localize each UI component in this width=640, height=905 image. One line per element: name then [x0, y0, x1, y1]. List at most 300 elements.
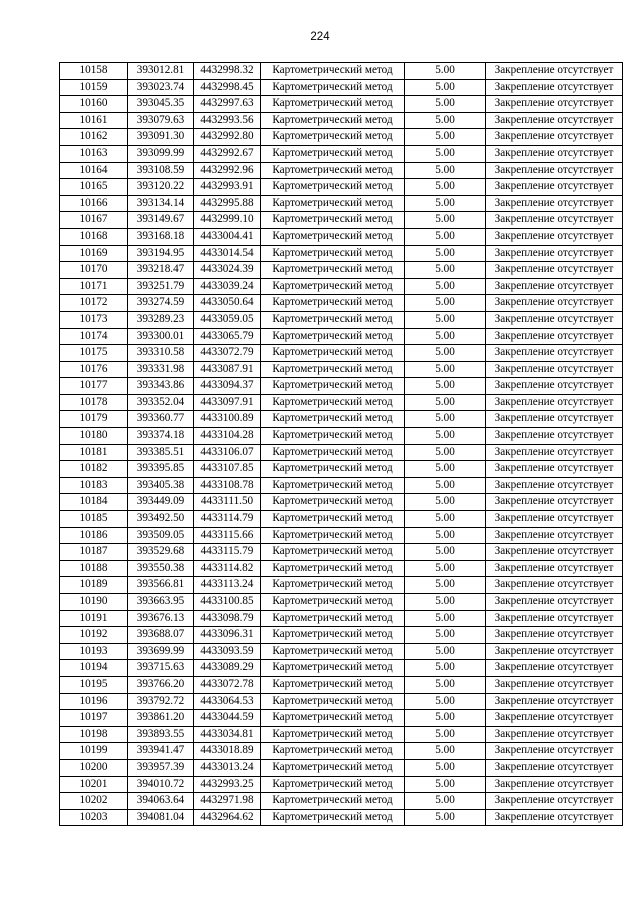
method-cell: Картометрический метод [261, 245, 405, 262]
point-number-cell: 10170 [60, 262, 128, 279]
coord-x-cell: 393012.81 [128, 63, 194, 80]
coord-x-cell: 393663.95 [128, 594, 194, 611]
point-number-cell: 10194 [60, 660, 128, 677]
fixing-description-cell: Закрепление отсутствует [486, 378, 623, 395]
coord-y-cell: 4433100.89 [194, 411, 261, 428]
coord-x-cell: 393766.20 [128, 676, 194, 693]
point-number-cell: 10158 [60, 63, 128, 80]
point-number-cell: 10173 [60, 311, 128, 328]
method-cell: Картометрический метод [261, 759, 405, 776]
fixing-description-cell: Закрепление отсутствует [486, 627, 623, 644]
point-number-cell: 10160 [60, 96, 128, 113]
method-cell: Картометрический метод [261, 544, 405, 561]
method-cell: Картометрический метод [261, 262, 405, 279]
fixing-description-cell: Закрепление отсутствует [486, 228, 623, 245]
point-number-cell: 10198 [60, 726, 128, 743]
precision-cell: 5.00 [405, 179, 486, 196]
method-cell: Картометрический метод [261, 63, 405, 80]
method-cell: Картометрический метод [261, 361, 405, 378]
point-number-cell: 10189 [60, 577, 128, 594]
coord-y-cell: 4433034.81 [194, 726, 261, 743]
table-row [60, 710, 623, 727]
precision-cell: 5.00 [405, 361, 486, 378]
method-cell: Картометрический метод [261, 444, 405, 461]
method-cell: Картометрический метод [261, 278, 405, 295]
coord-x-cell: 393395.85 [128, 461, 194, 478]
table-row [60, 162, 623, 179]
precision-cell: 5.00 [405, 793, 486, 810]
coord-x-cell: 393449.09 [128, 494, 194, 511]
coord-x-cell: 393792.72 [128, 693, 194, 710]
precision-cell: 5.00 [405, 743, 486, 760]
coord-x-cell: 393091.30 [128, 129, 194, 146]
method-cell: Картометрический метод [261, 809, 405, 826]
table-row [60, 79, 623, 96]
fixing-description-cell: Закрепление отсутствует [486, 295, 623, 312]
precision-cell: 5.00 [405, 228, 486, 245]
point-number-cell: 10195 [60, 676, 128, 693]
coord-y-cell: 4433108.78 [194, 477, 261, 494]
coord-x-cell: 393941.47 [128, 743, 194, 760]
table-row [60, 594, 623, 611]
coord-x-cell: 393352.04 [128, 394, 194, 411]
point-number-cell: 10177 [60, 378, 128, 395]
precision-cell: 5.00 [405, 594, 486, 611]
point-number-cell: 10172 [60, 295, 128, 312]
coord-x-cell: 393289.23 [128, 311, 194, 328]
point-number-cell: 10188 [60, 560, 128, 577]
precision-cell: 5.00 [405, 776, 486, 793]
fixing-description-cell: Закрепление отсутствует [486, 577, 623, 594]
method-cell: Картометрический метод [261, 776, 405, 793]
coord-x-cell: 393251.79 [128, 278, 194, 295]
point-number-cell: 10164 [60, 162, 128, 179]
fixing-description-cell: Закрепление отсутствует [486, 96, 623, 113]
table-row [60, 228, 623, 245]
precision-cell: 5.00 [405, 212, 486, 229]
table-row [60, 627, 623, 644]
method-cell: Картометрический метод [261, 295, 405, 312]
coord-x-cell: 393550.38 [128, 560, 194, 577]
table-row [60, 129, 623, 146]
precision-cell: 5.00 [405, 676, 486, 693]
method-cell: Картометрический метод [261, 112, 405, 129]
precision-cell: 5.00 [405, 560, 486, 577]
point-number-cell: 10175 [60, 345, 128, 362]
method-cell: Картометрический метод [261, 96, 405, 113]
coord-y-cell: 4433089.29 [194, 660, 261, 677]
fixing-description-cell: Закрепление отсутствует [486, 726, 623, 743]
fixing-description-cell: Закрепление отсутствует [486, 328, 623, 345]
fixing-description-cell: Закрепление отсутствует [486, 145, 623, 162]
coord-x-cell: 393218.47 [128, 262, 194, 279]
fixing-description-cell: Закрепление отсутствует [486, 195, 623, 212]
point-number-cell: 10191 [60, 610, 128, 627]
coord-x-cell: 393045.35 [128, 96, 194, 113]
precision-cell: 5.00 [405, 262, 486, 279]
table-row [60, 179, 623, 196]
method-cell: Картометрический метод [261, 394, 405, 411]
coord-y-cell: 4433050.64 [194, 295, 261, 312]
fixing-description-cell: Закрепление отсутствует [486, 710, 623, 727]
coord-y-cell: 4432993.56 [194, 112, 261, 129]
point-number-cell: 10167 [60, 212, 128, 229]
method-cell: Картометрический метод [261, 328, 405, 345]
coord-x-cell: 394063.64 [128, 793, 194, 810]
point-number-cell: 10162 [60, 129, 128, 146]
fixing-description-cell: Закрепление отсутствует [486, 79, 623, 96]
method-cell: Картометрический метод [261, 660, 405, 677]
table-row [60, 743, 623, 760]
method-cell: Картометрический метод [261, 511, 405, 528]
coord-y-cell: 4432964.62 [194, 809, 261, 826]
point-number-cell: 10199 [60, 743, 128, 760]
coord-y-cell: 4433115.66 [194, 527, 261, 544]
table-row [60, 394, 623, 411]
point-number-cell: 10203 [60, 809, 128, 826]
coord-x-cell: 393529.68 [128, 544, 194, 561]
coord-y-cell: 4433039.24 [194, 278, 261, 295]
coord-y-cell: 4433064.53 [194, 693, 261, 710]
table-row [60, 428, 623, 445]
coord-y-cell: 4433097.91 [194, 394, 261, 411]
fixing-description-cell: Закрепление отсутствует [486, 278, 623, 295]
coord-y-cell: 4432971.98 [194, 793, 261, 810]
table-row [60, 262, 623, 279]
point-number-cell: 10202 [60, 793, 128, 810]
coordinates-table-body [60, 63, 623, 826]
coord-y-cell: 4433065.79 [194, 328, 261, 345]
table-row [60, 96, 623, 113]
point-number-cell: 10169 [60, 245, 128, 262]
point-number-cell: 10196 [60, 693, 128, 710]
coord-y-cell: 4433018.89 [194, 743, 261, 760]
fixing-description-cell: Закрепление отсутствует [486, 345, 623, 362]
coord-x-cell: 393108.59 [128, 162, 194, 179]
coord-y-cell: 4433072.78 [194, 676, 261, 693]
precision-cell: 5.00 [405, 494, 486, 511]
coord-x-cell: 393893.55 [128, 726, 194, 743]
coord-x-cell: 393149.67 [128, 212, 194, 229]
precision-cell: 5.00 [405, 627, 486, 644]
point-number-cell: 10201 [60, 776, 128, 793]
coord-y-cell: 4433044.59 [194, 710, 261, 727]
precision-cell: 5.00 [405, 96, 486, 113]
precision-cell: 5.00 [405, 809, 486, 826]
coord-x-cell: 393385.51 [128, 444, 194, 461]
coord-y-cell: 4433107.85 [194, 461, 261, 478]
precision-cell: 5.00 [405, 759, 486, 776]
method-cell: Картометрический метод [261, 179, 405, 196]
table-row [60, 809, 623, 826]
table-row [60, 195, 623, 212]
fixing-description-cell: Закрепление отсутствует [486, 544, 623, 561]
coord-x-cell: 393492.50 [128, 511, 194, 528]
coord-x-cell: 393343.86 [128, 378, 194, 395]
precision-cell: 5.00 [405, 643, 486, 660]
fixing-description-cell: Закрепление отсутствует [486, 311, 623, 328]
point-number-cell: 10185 [60, 511, 128, 528]
coord-y-cell: 4433114.79 [194, 511, 261, 528]
coord-x-cell: 393079.63 [128, 112, 194, 129]
precision-cell: 5.00 [405, 112, 486, 129]
coord-x-cell: 393688.07 [128, 627, 194, 644]
coord-y-cell: 4432995.88 [194, 195, 261, 212]
point-number-cell: 10180 [60, 428, 128, 445]
method-cell: Картометрический метод [261, 627, 405, 644]
method-cell: Картометрический метод [261, 212, 405, 229]
method-cell: Картометрический метод [261, 129, 405, 146]
page-number: 224 [310, 31, 330, 43]
table-row [60, 511, 623, 528]
precision-cell: 5.00 [405, 710, 486, 727]
coord-y-cell: 4433014.54 [194, 245, 261, 262]
table-row [60, 793, 623, 810]
method-cell: Картометрический метод [261, 79, 405, 96]
table-row [60, 643, 623, 660]
fixing-description-cell: Закрепление отсутствует [486, 809, 623, 826]
precision-cell: 5.00 [405, 444, 486, 461]
fixing-description-cell: Закрепление отсутствует [486, 511, 623, 528]
table-row [60, 527, 623, 544]
coord-y-cell: 4433100.85 [194, 594, 261, 611]
fixing-description-cell: Закрепление отсутствует [486, 594, 623, 611]
fixing-description-cell: Закрепление отсутствует [486, 660, 623, 677]
fixing-description-cell: Закрепление отсутствует [486, 676, 623, 693]
point-number-cell: 10176 [60, 361, 128, 378]
table-row [60, 295, 623, 312]
fixing-description-cell: Закрепление отсутствует [486, 610, 623, 627]
coord-y-cell: 4432992.80 [194, 129, 261, 146]
precision-cell: 5.00 [405, 79, 486, 96]
precision-cell: 5.00 [405, 693, 486, 710]
coord-y-cell: 4433013.24 [194, 759, 261, 776]
table-row [60, 311, 623, 328]
precision-cell: 5.00 [405, 527, 486, 544]
coord-y-cell: 4432992.96 [194, 162, 261, 179]
precision-cell: 5.00 [405, 610, 486, 627]
method-cell: Картометрический метод [261, 162, 405, 179]
precision-cell: 5.00 [405, 477, 486, 494]
table-row [60, 759, 623, 776]
fixing-description-cell: Закрепление отсутствует [486, 643, 623, 660]
point-number-cell: 10183 [60, 477, 128, 494]
coord-y-cell: 4432998.45 [194, 79, 261, 96]
method-cell: Картометрический метод [261, 676, 405, 693]
table-row [60, 345, 623, 362]
point-number-cell: 10159 [60, 79, 128, 96]
coord-x-cell: 394010.72 [128, 776, 194, 793]
method-cell: Картометрический метод [261, 594, 405, 611]
precision-cell: 5.00 [405, 394, 486, 411]
point-number-cell: 10193 [60, 643, 128, 660]
coord-y-cell: 4432992.67 [194, 145, 261, 162]
coord-y-cell: 4433024.39 [194, 262, 261, 279]
fixing-description-cell: Закрепление отсутствует [486, 693, 623, 710]
method-cell: Картометрический метод [261, 461, 405, 478]
table-row [60, 278, 623, 295]
method-cell: Картометрический метод [261, 345, 405, 362]
precision-cell: 5.00 [405, 660, 486, 677]
coord-x-cell: 393099.99 [128, 145, 194, 162]
method-cell: Картометрический метод [261, 710, 405, 727]
coord-y-cell: 4433059.05 [194, 311, 261, 328]
point-number-cell: 10190 [60, 594, 128, 611]
point-number-cell: 10171 [60, 278, 128, 295]
table-row [60, 560, 623, 577]
point-number-cell: 10161 [60, 112, 128, 129]
coord-y-cell: 4432997.63 [194, 96, 261, 113]
coord-y-cell: 4433093.59 [194, 643, 261, 660]
fixing-description-cell: Закрепление отсутствует [486, 262, 623, 279]
coord-y-cell: 4433114.82 [194, 560, 261, 577]
table-row [60, 411, 623, 428]
coord-y-cell: 4433113.24 [194, 577, 261, 594]
coordinates-table [59, 62, 623, 826]
fixing-description-cell: Закрепление отсутствует [486, 63, 623, 80]
table-row [60, 461, 623, 478]
precision-cell: 5.00 [405, 544, 486, 561]
fixing-description-cell: Закрепление отсутствует [486, 112, 623, 129]
fixing-description-cell: Закрепление отсутствует [486, 494, 623, 511]
precision-cell: 5.00 [405, 511, 486, 528]
method-cell: Картометрический метод [261, 428, 405, 445]
coord-x-cell: 393374.18 [128, 428, 194, 445]
point-number-cell: 10179 [60, 411, 128, 428]
coord-x-cell: 393566.81 [128, 577, 194, 594]
fixing-description-cell: Закрепление отсутствует [486, 428, 623, 445]
coord-y-cell: 4433104.28 [194, 428, 261, 445]
method-cell: Картометрический метод [261, 693, 405, 710]
coord-y-cell: 4433004.41 [194, 228, 261, 245]
point-number-cell: 10182 [60, 461, 128, 478]
fixing-description-cell: Закрепление отсутствует [486, 776, 623, 793]
point-number-cell: 10181 [60, 444, 128, 461]
coord-x-cell: 393405.38 [128, 477, 194, 494]
table-row [60, 245, 623, 262]
fixing-description-cell: Закрепление отсутствует [486, 560, 623, 577]
precision-cell: 5.00 [405, 461, 486, 478]
fixing-description-cell: Закрепление отсутствует [486, 394, 623, 411]
method-cell: Картометрический метод [261, 560, 405, 577]
table-row [60, 477, 623, 494]
coord-y-cell: 4432998.32 [194, 63, 261, 80]
table-row [60, 776, 623, 793]
table-row [60, 378, 623, 395]
precision-cell: 5.00 [405, 328, 486, 345]
point-number-cell: 10197 [60, 710, 128, 727]
point-number-cell: 10165 [60, 179, 128, 196]
coord-y-cell: 4432993.91 [194, 179, 261, 196]
table-row [60, 361, 623, 378]
table-row [60, 610, 623, 627]
method-cell: Картометрический метод [261, 378, 405, 395]
method-cell: Картометрический метод [261, 311, 405, 328]
method-cell: Картометрический метод [261, 145, 405, 162]
method-cell: Картометрический метод [261, 743, 405, 760]
precision-cell: 5.00 [405, 295, 486, 312]
coord-x-cell: 393699.99 [128, 643, 194, 660]
table-row [60, 112, 623, 129]
coord-x-cell: 393274.59 [128, 295, 194, 312]
precision-cell: 5.00 [405, 378, 486, 395]
method-cell: Картометрический метод [261, 793, 405, 810]
coord-y-cell: 4433087.91 [194, 361, 261, 378]
coord-y-cell: 4433111.50 [194, 494, 261, 511]
coord-x-cell: 393957.39 [128, 759, 194, 776]
coord-y-cell: 4433094.37 [194, 378, 261, 395]
table-row [60, 544, 623, 561]
fixing-description-cell: Закрепление отсутствует [486, 527, 623, 544]
precision-cell: 5.00 [405, 577, 486, 594]
table-row [60, 328, 623, 345]
coord-y-cell: 4433072.79 [194, 345, 261, 362]
fixing-description-cell: Закрепление отсутствует [486, 477, 623, 494]
table-row [60, 212, 623, 229]
method-cell: Картометрический метод [261, 610, 405, 627]
fixing-description-cell: Закрепление отсутствует [486, 129, 623, 146]
coord-x-cell: 393300.01 [128, 328, 194, 345]
precision-cell: 5.00 [405, 411, 486, 428]
precision-cell: 5.00 [405, 129, 486, 146]
coord-x-cell: 393023.74 [128, 79, 194, 96]
fixing-description-cell: Закрепление отсутствует [486, 743, 623, 760]
coord-x-cell: 393509.05 [128, 527, 194, 544]
coord-y-cell: 4433106.07 [194, 444, 261, 461]
fixing-description-cell: Закрепление отсутствует [486, 179, 623, 196]
point-number-cell: 10168 [60, 228, 128, 245]
coord-y-cell: 4433096.31 [194, 627, 261, 644]
point-number-cell: 10163 [60, 145, 128, 162]
coord-x-cell: 393360.77 [128, 411, 194, 428]
precision-cell: 5.00 [405, 428, 486, 445]
precision-cell: 5.00 [405, 345, 486, 362]
precision-cell: 5.00 [405, 278, 486, 295]
table-row [60, 577, 623, 594]
precision-cell: 5.00 [405, 245, 486, 262]
coord-x-cell: 393861.20 [128, 710, 194, 727]
point-number-cell: 10192 [60, 627, 128, 644]
method-cell: Картометрический метод [261, 195, 405, 212]
method-cell: Картометрический метод [261, 228, 405, 245]
precision-cell: 5.00 [405, 162, 486, 179]
method-cell: Картометрический метод [261, 477, 405, 494]
method-cell: Картометрический метод [261, 726, 405, 743]
method-cell: Картометрический метод [261, 577, 405, 594]
table-row [60, 676, 623, 693]
table-row [60, 660, 623, 677]
fixing-description-cell: Закрепление отсутствует [486, 759, 623, 776]
coord-y-cell: 4433098.79 [194, 610, 261, 627]
method-cell: Картометрический метод [261, 643, 405, 660]
coord-x-cell: 393194.95 [128, 245, 194, 262]
coord-x-cell: 393676.13 [128, 610, 194, 627]
coord-x-cell: 394081.04 [128, 809, 194, 826]
point-number-cell: 10184 [60, 494, 128, 511]
table-row [60, 63, 623, 80]
point-number-cell: 10187 [60, 544, 128, 561]
coord-x-cell: 393331.98 [128, 361, 194, 378]
fixing-description-cell: Закрепление отсутствует [486, 162, 623, 179]
coord-x-cell: 393715.63 [128, 660, 194, 677]
table-row [60, 444, 623, 461]
method-cell: Картометрический метод [261, 411, 405, 428]
fixing-description-cell: Закрепление отсутствует [486, 245, 623, 262]
fixing-description-cell: Закрепление отсутствует [486, 461, 623, 478]
table-row [60, 726, 623, 743]
coord-x-cell: 393168.18 [128, 228, 194, 245]
coord-x-cell: 393134.14 [128, 195, 194, 212]
